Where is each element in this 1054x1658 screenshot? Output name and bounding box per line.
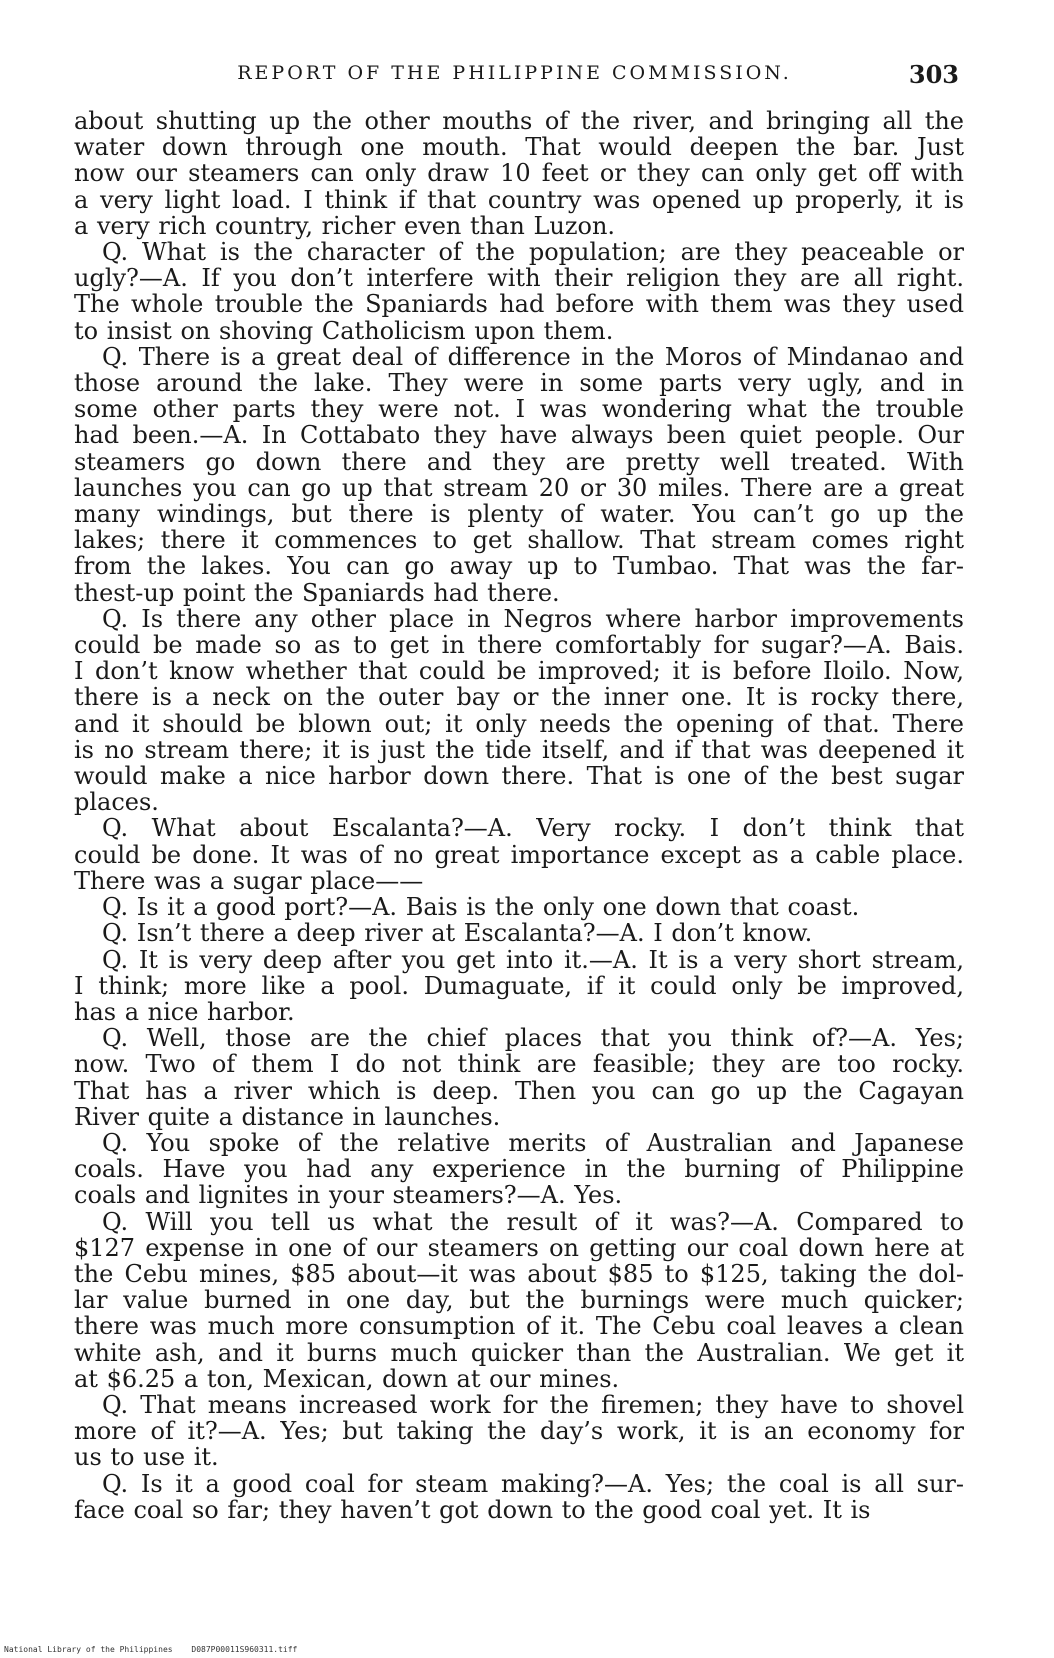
- text-line: there is a neck on the outer bay or the inner one. It is rocky there,: [74, 683, 964, 712]
- text-line: those around the lake. They were in some parts very ugly, and in: [74, 369, 964, 398]
- text-line: launches you can go up that stream 20 or 30 miles. There are a great: [74, 473, 964, 502]
- page-header: [70, 60, 959, 90]
- text-line: could be done. It was of no great importance except as a cable place.: [74, 840, 964, 869]
- text-line: Q. There is a great deal of difference in the Moros of Mindanao and: [102, 342, 964, 371]
- text-line: now our steamers can only draw 10 feet or they can only get off with: [74, 159, 964, 188]
- body-text: [74, 108, 964, 1523]
- text-line: Q. Is it a good port?—A. Bais is the only one down that coast.: [102, 893, 860, 922]
- text-line: had been.—A. In Cottabato they have always been quiet people. Our: [74, 421, 964, 450]
- text-line: Q. Will you tell us what the result of it was?—A. Compared to: [102, 1207, 964, 1236]
- running-title: REPORT OF THE PHILIPPINE COMMISSION.: [237, 62, 792, 84]
- text-line: That has a river which is deep. Then you can go up the Cagayan: [74, 1076, 964, 1105]
- paragraph: [74, 894, 964, 920]
- text-line: about shutting up the other mouths of the river, and bringing all the: [74, 107, 964, 135]
- paragraph: [74, 920, 964, 946]
- text-line: Q. That means increased work for the firemen; they have to shovel: [102, 1390, 964, 1419]
- text-line: $127 expense in one of our steamers on getting our coal down here at: [74, 1233, 964, 1262]
- text-line: is no stream there; it is just the tide itself, and if that was deepened it: [74, 735, 964, 764]
- text-line: River quite a distance in launches.: [74, 1102, 501, 1131]
- paragraph: [74, 1130, 964, 1209]
- text-line: places.: [74, 788, 159, 817]
- paragraph: [74, 1209, 964, 1392]
- paragraph: [74, 947, 964, 1026]
- text-line: There was a sugar place——: [74, 866, 424, 895]
- text-line: many windings, but there is plenty of water. You can’t go up the: [74, 500, 964, 529]
- text-line: ugly?—A. If you don’t interfere with their religion they are all right.: [74, 264, 964, 293]
- paragraph: [74, 1392, 964, 1471]
- text-line: I think; more like a pool. Dumaguate, if it could only be improved,: [74, 971, 964, 1000]
- paragraph: [74, 239, 964, 344]
- text-line: steamers go down there and they are pretty well treated. With: [74, 447, 964, 476]
- text-line: coals and lignites in your steamers?—A. Yes.: [74, 1181, 623, 1210]
- text-line: thest-up point the Spaniards had there.: [74, 578, 560, 607]
- text-line: could be made so as to get in there comfortably for sugar?—A. Bais.: [74, 631, 964, 660]
- text-line: has a nice harbor.: [74, 997, 295, 1026]
- text-line: Q. Is there any other place in Negros where harbor improvements: [102, 604, 964, 633]
- text-line: lakes; there it commences to get shallow. That stream comes right: [74, 526, 964, 555]
- text-line: Q. Isn’t there a deep river at Escalanta?—A. I don’t know.: [102, 919, 813, 948]
- text-line: us to use it.: [74, 1443, 219, 1472]
- paragraph: [74, 1471, 964, 1523]
- text-line: face coal so far; they haven’t got down to the good coal yet. It is: [74, 1495, 871, 1524]
- file-name: D087P00011S960311.tiff: [191, 1645, 298, 1654]
- text-line: now. Two of them I do not think are feasible; they are too rocky.: [74, 1050, 964, 1079]
- paragraph: [74, 108, 964, 239]
- text-line: at $6.25 a ton, Mexican, down at our mines.: [74, 1364, 620, 1393]
- text-line: a very rich country, richer even than Luzon.: [74, 211, 616, 240]
- text-line: from the lakes. You can go away up to Tumbao. That was the far-: [74, 552, 964, 581]
- text-line: Q. You spoke of the relative merits of Australian and Japanese: [102, 1128, 964, 1157]
- text-line: Q. What about Escalanta?—A. Very rocky. I don’t think that: [102, 814, 964, 843]
- paragraph: [74, 606, 964, 816]
- paragraph: [74, 1025, 964, 1130]
- paragraph: [74, 815, 964, 894]
- text-line: Q. It is very deep after you get into it.—A. It is a very short stream,: [102, 945, 964, 974]
- library-credit: National Library of the Philippines: [4, 1645, 173, 1654]
- text-line: a very light load. I think if that country was opened up properly, it is: [74, 185, 964, 214]
- text-line: more of it?—A. Yes; but taking the day’s work, it is an economy for: [74, 1417, 964, 1446]
- text-line: would make a nice harbor down there. That is one of the best sugar: [74, 762, 964, 791]
- scan-footer: [4, 1645, 311, 1654]
- text-line: white ash, and it burns much quicker than the Australian. We get it: [74, 1338, 964, 1367]
- paragraph: [74, 344, 964, 606]
- text-line: lar value burned in one day, but the burnings were much quicker;: [74, 1286, 964, 1315]
- text-line: Q. What is the character of the population; are they peaceable or: [102, 238, 964, 267]
- text-line: water down through one mouth. That would deepen the bar. Just: [74, 133, 964, 162]
- text-line: Q. Well, those are the chief places that you think of?—A. Yes;: [102, 1024, 964, 1053]
- text-line: the Cebu mines, $85 about—it was about $85 to $125, taking the dol-: [74, 1259, 964, 1288]
- text-line: The whole trouble the Spaniards had before with them was they used: [74, 290, 964, 319]
- text-line: coals. Have you had any experience in the burning of Philippine: [74, 1155, 964, 1184]
- text-line: some other parts they were not. I was wondering what the trouble: [74, 395, 964, 424]
- page-number: 303: [908, 60, 959, 89]
- text-line: there was much more consumption of it. The Cebu coal leaves a clean: [74, 1312, 964, 1341]
- text-line: to insist on shoving Catholicism upon them.: [74, 316, 614, 345]
- text-line: and it should be blown out; it only needs the opening of that. There: [74, 709, 964, 738]
- text-line: I don’t know whether that could be improved; it is before Iloilo. Now,: [74, 657, 964, 686]
- text-line: Q. Is it a good coal for steam making?—A. Yes; the coal is all sur-: [102, 1469, 964, 1498]
